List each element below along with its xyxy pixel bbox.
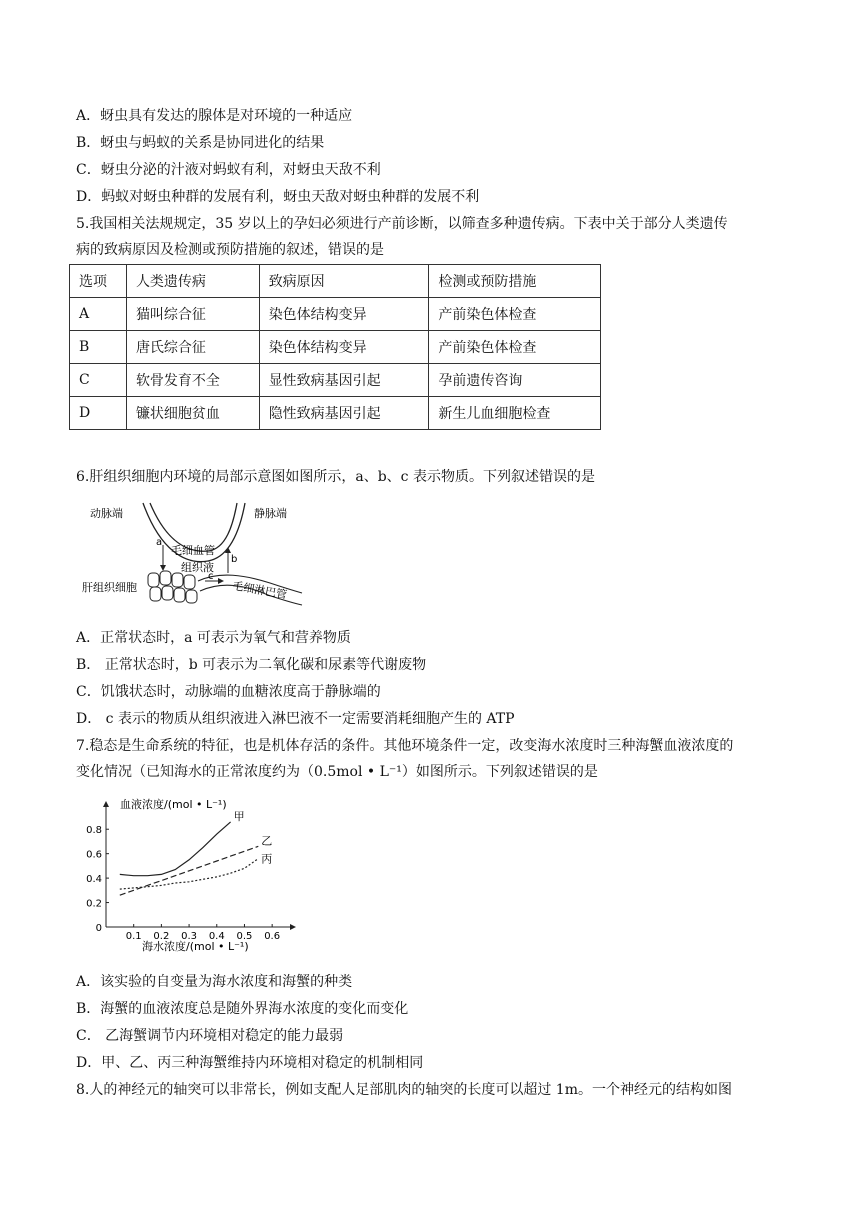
q5-table xyxy=(69,264,601,430)
label-c: c xyxy=(208,571,214,582)
y-tick-label: 0.2 xyxy=(86,898,102,910)
y-tick-label: 0.8 xyxy=(86,825,102,837)
tissue-fluid-label: 组织液 xyxy=(181,561,214,574)
label-a: a xyxy=(156,537,163,548)
table-cell: 镰状细胞贫血 xyxy=(126,397,259,430)
q7-option-b: B．海蟹的血液浓度总是随外界海水浓度的变化而变化 xyxy=(76,1001,409,1017)
q7-stem-line2: 变化情况（已知海水的正常浓度约为（0.5mol • L⁻¹）如图所示。下列叙述错误的是 xyxy=(76,764,598,780)
table-header-cell: 人类遗传病 xyxy=(126,265,259,298)
q6-option-d: D． c 表示的物质从组织液进入淋巴液不一定需要消耗细胞产生的 ATP xyxy=(76,711,515,727)
q4-option-a: A．蚜虫具有发达的腺体是对环境的一种适应 xyxy=(76,108,353,124)
q5-stem-line2: 病的致病原因及检测或预防措施的叙述，错误的是 xyxy=(76,242,384,258)
y-tick-label: 0 xyxy=(95,923,102,934)
table-cell: 孕前遗传咨询 xyxy=(429,364,601,397)
q6-option-c: C．饥饿状态时，动脉端的血糖浓度高于静脉端的 xyxy=(76,684,381,700)
table-cell: 染色体结构变异 xyxy=(259,298,429,331)
series-label: 乙 xyxy=(261,834,273,848)
table-row xyxy=(70,298,601,331)
capillary-label: 毛细血管 xyxy=(171,544,215,557)
table-header-row xyxy=(70,265,601,298)
table-cell: B xyxy=(70,331,127,364)
table-cell: 软骨发育不全 xyxy=(126,364,259,397)
q4-option-b: B．蚜虫与蚂蚁的关系是协同进化的结果 xyxy=(76,135,325,151)
q7-option-d: D．甲、乙、丙三种海蟹维持内环境相对稳定的机制相同 xyxy=(76,1055,424,1071)
q4-option-d: D．蚂蚁对蚜虫种群的发展有利，蚜虫天敌对蚜虫种群的发展不利 xyxy=(76,189,480,205)
table-cell: 显性致病基因引起 xyxy=(259,364,429,397)
table-cell: 新生儿血细胞检查 xyxy=(429,397,601,430)
table-cell: 猫叫综合征 xyxy=(126,298,259,331)
q7-chart xyxy=(80,795,300,960)
q6-option-a: A．正常状态时，a 可表示为氧气和营养物质 xyxy=(76,630,351,646)
series-label: 甲 xyxy=(233,809,245,823)
arrow-a-head xyxy=(160,565,166,571)
liver-cells-label: 肝组织细胞 xyxy=(82,581,137,594)
q7-option-a: A．该实验的自变量为海水浓度和海蟹的种类 xyxy=(76,974,353,990)
x-tick-label: 0.6 xyxy=(264,931,281,942)
table-row xyxy=(70,364,601,397)
table-header-cell: 检测或预防措施 xyxy=(429,265,601,298)
y-axis-arrow xyxy=(103,801,109,807)
table-cell: 隐性致病基因引起 xyxy=(259,397,429,430)
artery-end-label: 动脉端 xyxy=(90,507,123,520)
x-tick-label: 0.3 xyxy=(181,931,198,942)
label-b: b xyxy=(231,554,238,565)
table-header-cell: 选项 xyxy=(70,265,127,298)
table-cell: 唐氏综合征 xyxy=(126,331,259,364)
table-cell: 染色体结构变异 xyxy=(259,331,429,364)
table-row xyxy=(70,397,601,430)
q8-stem: 8.人的神经元的轴突可以非常长，例如支配人足部肌肉的轴突的长度可以超过 1m。一个神经元的结构如图 xyxy=(76,1082,732,1098)
series-label: 丙 xyxy=(261,852,273,866)
series-line xyxy=(120,822,231,876)
x-axis-arrow xyxy=(290,924,296,930)
table-cell: A xyxy=(70,298,127,331)
table-row xyxy=(70,331,601,364)
x-tick-label: 0.2 xyxy=(153,931,170,942)
q4-option-c: C．蚜虫分泌的汁液对蚂蚁有利，对蚜虫天敌不利 xyxy=(76,162,381,178)
x-tick-label: 0.1 xyxy=(125,931,142,942)
arrow-c-head xyxy=(218,578,224,584)
table-cell: 产前染色体检查 xyxy=(429,331,601,364)
q6-stem: 6.肝组织细胞内环境的局部示意图如图所示，a、b、c 表示物质。下列叙述错误的是 xyxy=(76,469,595,485)
vein-end-label: 静脉端 xyxy=(254,507,287,520)
chart-ylabel: 血液浓度/(mol • L⁻¹) xyxy=(120,798,227,811)
q6-option-b: B． 正常状态时，b 可表示为二氧化碳和尿素等代谢废物 xyxy=(76,657,427,673)
y-tick-label: 0.4 xyxy=(86,874,102,886)
q5-stem-line1: 5.我国相关法规规定，35 岁以上的孕妇必须进行产前诊断，以筛查多种遗传病。下表中关于部分人类遗传 xyxy=(76,216,728,232)
q7-option-c: C． 乙海蟹调节内环境相对稳定的能力最弱 xyxy=(76,1028,344,1044)
x-tick-label: 0.4 xyxy=(208,931,225,942)
q7-stem-line1: 7.稳态是生命系统的特征，也是机体存活的条件。其他环境条件一定，改变海水浓度时三种海蟹血液浓度的 xyxy=(76,738,734,754)
series-line xyxy=(120,859,258,890)
lymph-capillary-label: 毛细淋巴管 xyxy=(231,579,288,602)
x-tick-label: 0.5 xyxy=(236,931,253,942)
table-header-cell: 致病原因 xyxy=(259,265,429,298)
table-cell: D xyxy=(70,397,127,430)
chart-xlabel: 海水浓度/(mol • L⁻¹) xyxy=(142,940,249,953)
table-cell: 产前染色体检查 xyxy=(429,298,601,331)
table-cell: C xyxy=(70,364,127,397)
liver-cells xyxy=(148,571,197,603)
q6-diagram xyxy=(80,495,310,610)
y-tick-label: 0.6 xyxy=(86,849,102,861)
